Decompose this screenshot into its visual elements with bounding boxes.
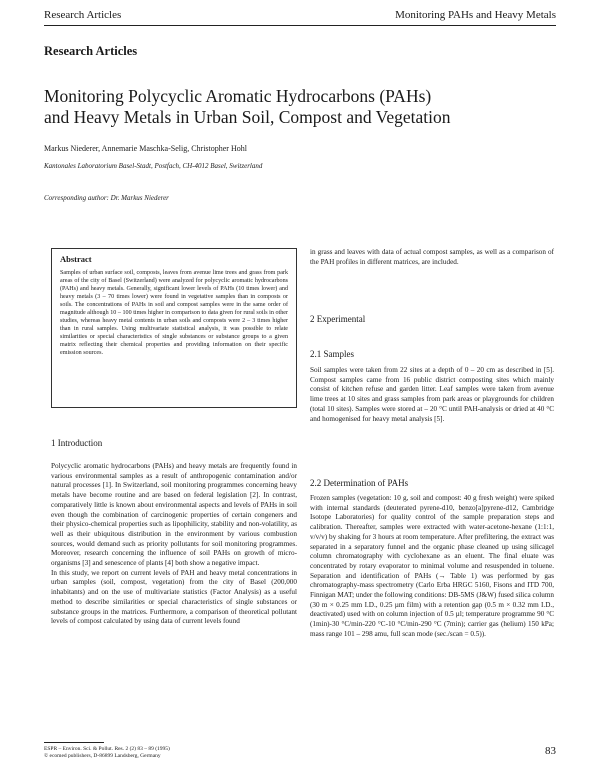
title-line-2: and Heavy Metals in Urban Soil, Compost and Vegetation: [44, 107, 451, 127]
title-line-1: Monitoring Polycyclic Aromatic Hydrocarbons (PAHs): [44, 86, 432, 106]
abstract-text: Samples of urban surface soil, composts, leaves from avenue lime trees and grass from park areas of the city of Basel (Switzerland) were analyzed for polycyclic aromatic hydrocarbons (PAHs) and heavy metals. Generally, significant lower levels of PAHs (10 times lower) and heavy metals (3 – 70 times lower) were found in vegetative samples than in composts or soils. The concentrations of PAHs in soil and compost samples were in the same order of magnitude although 10 – 100 times higher in comparison to data given for rural soils in other studies, whereas heavy metal contents in urban soils and composts were 2 – 3 times higher than in rural samples. Using multivariate statistical analysis, it was possible to relate similarities or special characteristics of single substances or substance groups to a given matrix reflecting their chemical properties and providing information on their specific emission sources.: [60, 270, 288, 356]
intro-paragraph-1: Polycyclic aromatic hydrocarbons (PAHs) and heavy metals are frequently found in various environmental samples as a result of anthropogenic contamination and/or natural processes [1]. In Switzerland, soil monitoring programmes concerning heavy metals have become routine and are based on federal legislation [2]. In contrast, comparatively little is known about environmental aspects and levels of PAHs in soil even though the combination of carcinogenic properties of certain congeners and their physico-chemical properties such as lipophilicity, stability and non-volatility, as well as their ubiquitous distribution in the environment by various combustion sources, would demand such as priority pollutants for soil monitoring programmes. Moreover, research concerning the influence of soil PAHs on growth of micro-organisms [3] and senescence of plants [4] both show a negative impact.: [51, 462, 297, 568]
footer: [44, 746, 170, 760]
corresponding-author: Corresponding author: Dr. Markus Niederer: [44, 194, 169, 202]
page-number: 83: [545, 745, 556, 757]
affiliation: Kantonales Laboratorium Basel-Stadt, Postfach, CH-4012 Basel, Switzerland: [44, 162, 263, 170]
article-title: [44, 86, 564, 128]
running-header-right: Monitoring PAHs and Heavy Metals: [395, 9, 556, 21]
section-label: Research Articles: [44, 44, 138, 58]
running-header: [44, 9, 556, 25]
footer-rule: [44, 742, 104, 743]
determination-heading: 2.2 Determination of PAHs: [310, 478, 409, 488]
intro-paragraph-2: In this study, we report on current levels of PAH and heavy metal concentrations in urban samples (soil, compost, vegetation) from the city of Basel (200,000 inhabitants) and on the use of multivariate statistics (Factor Analysis) as a useful method to describe similarities or special characteristics of single substances or substance groups in the matrices. Furthermore, a comparison of theoretical pollutant levels of compost calculated by using data of current levels found: [51, 568, 297, 626]
determination-text: Frozen samples (vegetation: 10 g, soil and compost: 40 g fresh weight) were spiked with internal standards (deuterated pyrene-d10, benzo[a]pyrene-d12, Cambridge Isotope Laboratories) for quality control of the sample preparation steps and calibration. Thereafter, samples were extracted with water-acetone-hexane (1:1:1, v/v/v) by shaking for 3 hours at room temperature. After prefiltering, the extract was separated in a separatory funnel and the organic phase cleaned up using silicagel column chromatography with cyclohexane as an eluent. The final eluate was concentrated by rotary evaporator to minimal volume and resuspended in toluene. Separation and identification of PAHs (→ Table 1) was performed by gas chromatography-mass spectrometry (Carlo Erba HRGC 5160, Fisons and ITD 700, Finnigan MAT; under the following conditions: DB-5MS (J&W) fused silica column (30 m × 0.25 mm I.D., 0.25 µm film) with a retention gap (0.5 m × 0.32 mm I.D., deactivated) used with on column injection of 0.5 µl; temperature programme 90 °C (1min)-30 °C/min-220 °C-10 °C/min-290 °C (7min); carrier gas (helium) 150 kPa; mass range 101 – 298 amu, full scan mode (sec./scan = 0.5)).: [310, 494, 554, 638]
footer-publisher: © ecomed publishers, D-86899 Landsberg, Germany: [44, 753, 161, 759]
abstract-box: [51, 248, 297, 408]
authors: Markus Niederer, Annemarie Maschka-Selig, Christopher Hohl: [44, 144, 247, 153]
intro-heading: 1 Introduction: [51, 438, 103, 448]
right-column-continuation: in grass and leaves with data of actual compost samples, as well as a comparison of the PAH profiles in different matrices, are included.: [310, 248, 554, 266]
abstract-heading: Abstract: [60, 254, 92, 264]
samples-text: Soil samples were taken from 22 sites at a depth of 0 – 20 cm as described in [5]. Compost samples came from 16 public district composting sites which mainly consist of kitchen refuse and garden litter. Leaf samples were taken from avenue lime trees at 10 sites and grass samples from park areas or playgrounds for children (total 10 sites). Samples were stored at – 20 °C until PAH-analysis or dried at 40 °C and homogenised for heavy metal analysis [5].: [310, 366, 554, 423]
footer-journal: ESPR – Environ. Sci. & Pollut. Res. 2 (2) 83 – 89 (1995): [44, 746, 170, 752]
samples-heading: 2.1 Samples: [310, 349, 354, 359]
running-header-left: Research Articles: [44, 9, 122, 21]
header-rule: [44, 25, 556, 26]
intro-column: [51, 462, 297, 627]
experimental-heading: 2 Experimental: [310, 314, 366, 324]
